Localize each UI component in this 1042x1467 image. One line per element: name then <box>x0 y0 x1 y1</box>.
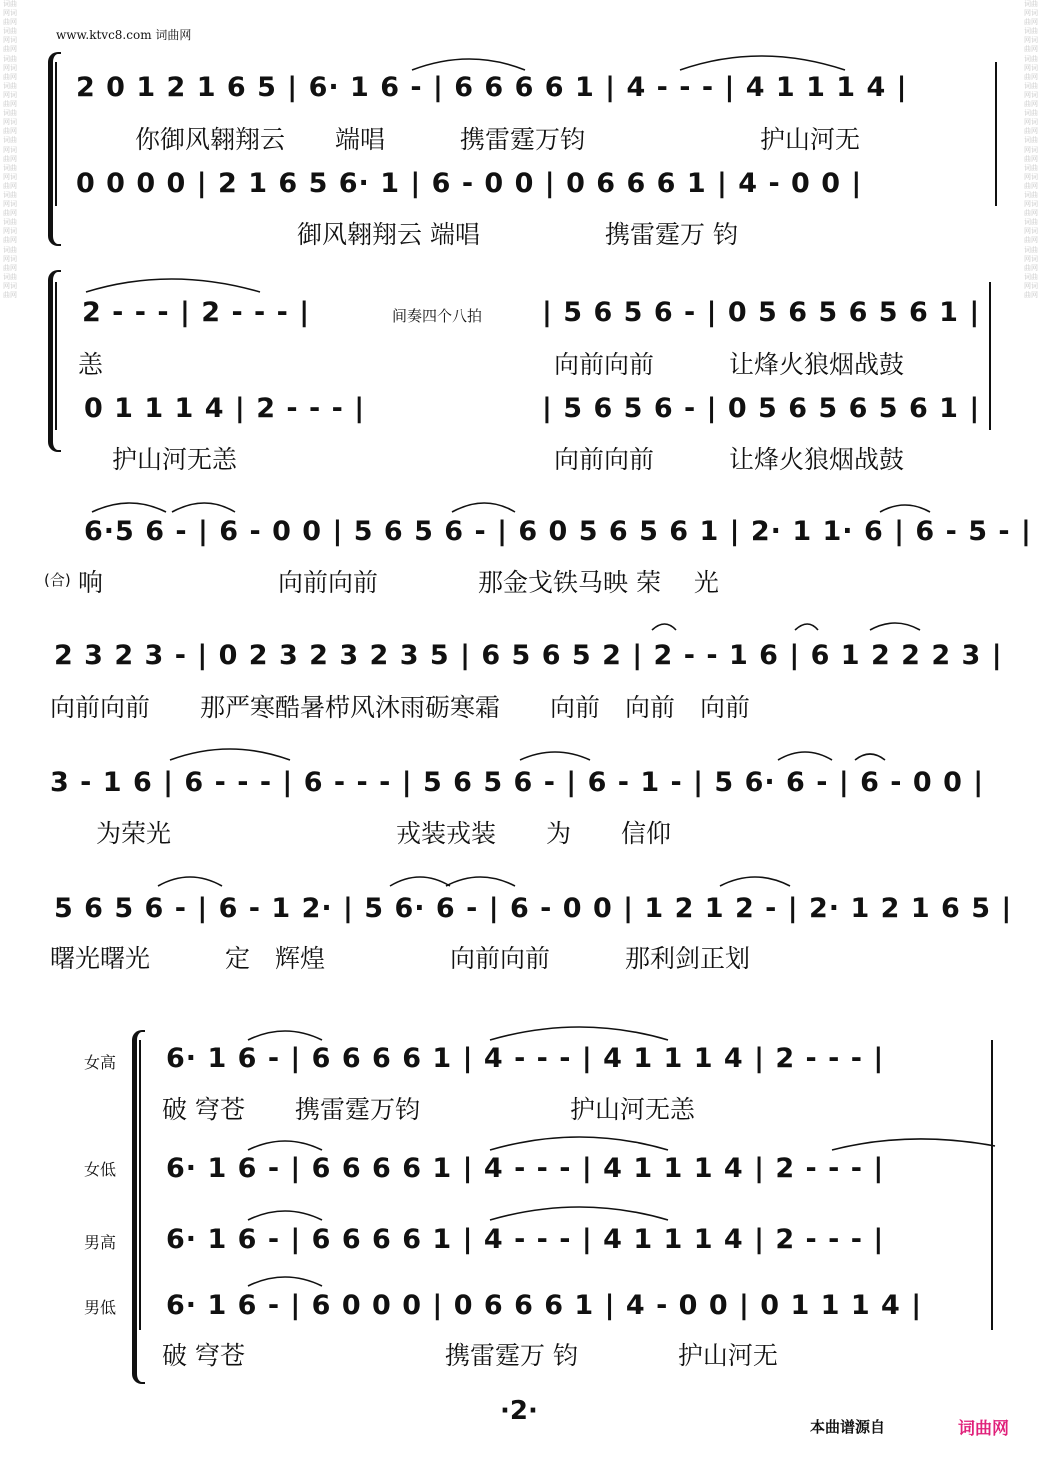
label-soprano: 女高 <box>84 1053 117 1072</box>
label-tenor: 男高 <box>84 1233 117 1252</box>
bass-lyric: 破 穹苍 携雷霆万 钧 护山河无 <box>162 1341 778 1370</box>
line4-lyric: 向前向前 那严寒酷暑栉风沐雨砺寒霜 向前 向前 向前 <box>50 693 751 722</box>
margin-watermark-left: 词曲网词曲网词曲网词曲网词曲网词曲网词曲网词曲网词曲网词曲网词曲网词曲网词曲网词曲网词曲网词曲网词曲网词曲网词曲网词曲网词曲网词曲网 <box>3 0 17 299</box>
line5-lyric: 为荣光 戎装戎装 为 信仰 <box>96 819 672 848</box>
system2-lower-notes-b: | 5 6 5 6 - | 0 5 6 5 6 5 6 1 | <box>542 393 981 424</box>
system2-lower-notes: 0 1 1 1 4 | 2 - - - | <box>84 393 366 424</box>
source-label: 本曲谱源自 <box>810 1418 886 1436</box>
label-alto: 女低 <box>84 1160 117 1179</box>
line6-lyric: 曙光曙光 定 辉煌 向前向前 那利剑正划 <box>50 944 751 973</box>
system1-lower-notes: 0 0 0 0 | 2 1 6 5 6· 1 | 6 - 0 0 | 0 6 6 6 1 | 4 - 0 0 | <box>76 168 863 199</box>
soprano-lyric: 破 穹苍 携雷霆万钧 护山河无恙 <box>162 1095 695 1124</box>
line3-notes: 6·5 6 - | 6 - 0 0 | 5 6 5 6 - | 6 0 5 6 5 6 1 | 2· 1 1· 6 | 6 - 5 - | <box>84 516 1032 547</box>
soprano-notes: 6· 1 6 - | 6 6 6 6 1 | 4 - - - | 4 1 1 1 4 | 2 - - - | <box>166 1043 885 1074</box>
system1-upper-lyric: 你御风翱翔云 端唱 携雷霆万钧 护山河无 <box>135 125 861 154</box>
system2-lower-lyric-a: 护山河无恙 <box>112 445 238 474</box>
system2-upper-notes: 2 - - - | 2 - - - | <box>82 297 311 328</box>
page-number: ·2· <box>500 1396 538 1426</box>
system1-lower-lyric: 御风翱翔云 端唱 携雷霆万 钧 <box>297 220 738 249</box>
system2-upper-lyric-b: 向前向前 让烽火狼烟战鼓 <box>554 350 905 379</box>
label-bass: 男低 <box>84 1298 117 1317</box>
line3-lyric: 响 向前向前 那金戈铁马映 荣 光 <box>78 568 719 597</box>
bass-notes: 6· 1 6 - | 6 0 0 0 | 0 6 6 6 1 | 4 - 0 0 | 0 1 1 1 4 | <box>166 1290 923 1321</box>
line5-notes: 3 - 1 6 | 6 - - - | 6 - - - | 5 6 5 6 - | 6 - 1 - | 5 6· 6 - | 6 - 0 0 | <box>50 767 985 798</box>
interlude-note: 间奏四个八拍 <box>392 307 483 325</box>
tenor-notes: 6· 1 6 - | 6 6 6 6 1 | 4 - - - | 4 1 1 1 4 | 2 - - - | <box>166 1224 885 1255</box>
system2-upper-notes-b: | 5 6 5 6 - | 0 5 6 5 6 5 6 1 | <box>542 297 981 328</box>
header-url[interactable]: www.ktvc8.com 词曲网 <box>56 28 192 42</box>
line4-notes: 2 3 2 3 - | 0 2 3 2 3 2 3 5 | 6 5 6 5 2 | 2 - - 1 6 | 6 1 2 2 2 3 | <box>54 640 1003 671</box>
alto-notes: 6· 1 6 - | 6 6 6 6 1 | 4 - - - | 4 1 1 1 4 | 2 - - - | <box>166 1153 885 1184</box>
site-link[interactable]: 词曲网 <box>958 1419 1009 1439</box>
margin-watermark-right: 词曲网词曲网词曲网词曲网词曲网词曲网词曲网词曲网词曲网词曲网词曲网词曲网词曲网词曲网词曲网词曲网词曲网词曲网词曲网词曲网词曲网词曲网 <box>1024 0 1038 299</box>
system2-lower-lyric-b: 向前向前 让烽火狼烟战鼓 <box>554 445 905 474</box>
system2-upper-lyric-a: 恙 <box>78 350 104 379</box>
line6-notes: 5 6 5 6 - | 6 - 1 2· | 5 6· 6 - | 6 - 0 0 | 1 2 1 2 - | 2· 1 2 1 6 5 | <box>54 893 1013 924</box>
system1-upper-notes: 2 0 1 2 1 6 5 | 6· 1 6 - | 6 6 6 6 1 | 4 - - - | 4 1 1 1 4 | <box>76 72 908 103</box>
line3-he-mark: (合) <box>44 571 71 589</box>
